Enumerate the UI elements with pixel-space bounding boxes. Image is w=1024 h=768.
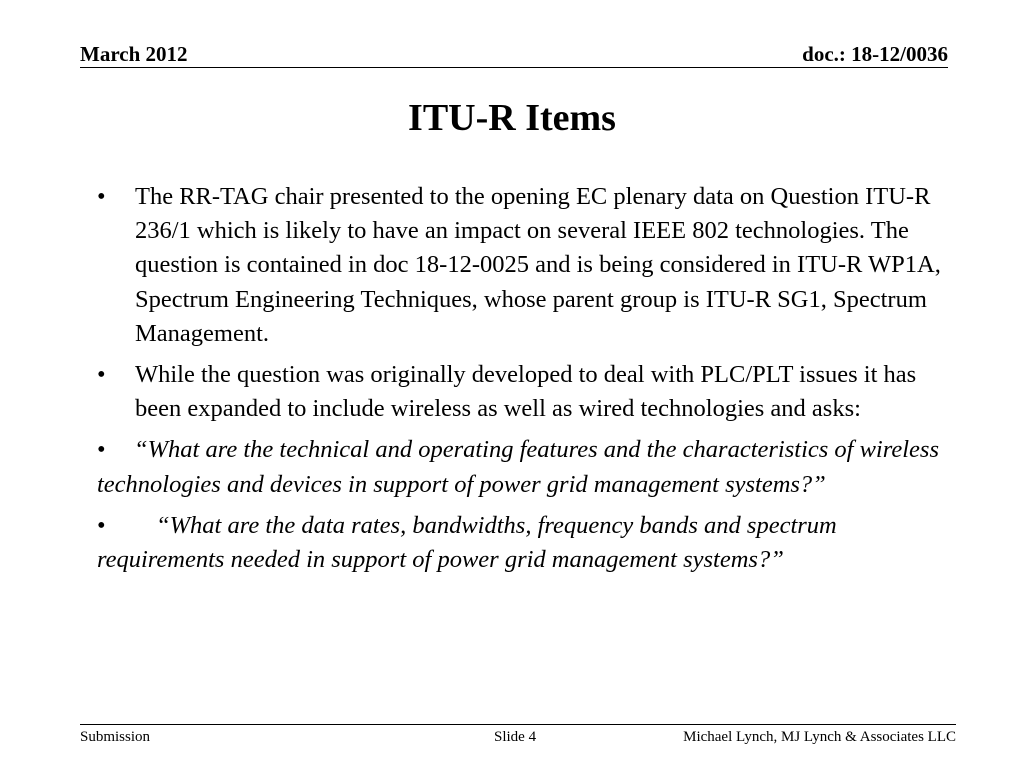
footer-slide-number: Slide 4: [494, 729, 537, 745]
footer-divider: [80, 724, 956, 725]
header-divider: [80, 67, 948, 68]
footer-author: Michael Lynch, MJ Lynch & Associates LLC: [683, 729, 956, 745]
header-date: March 2012: [80, 42, 188, 66]
bullet-text: While the question was originally developed to deal with PLC/PLT issues it has been expanded to include wireless as well as wired technologies and asks:: [135, 361, 917, 423]
slide-body: [97, 180, 957, 584]
quote-item: [97, 509, 957, 577]
bullet-item: [97, 180, 957, 351]
header-doc-number: doc.: 18-12/0036: [802, 42, 948, 66]
bullet-marker: •: [97, 511, 106, 539]
bullet-marker: •: [97, 436, 106, 464]
slide-title: ITU-R Items: [408, 97, 616, 139]
quote-item: [97, 433, 957, 501]
quote-text: “What are the data rates, bandwidths, frequency bands and spectrum requirements needed in support of power grid management systems?”: [97, 511, 837, 574]
bullet-marker: •: [97, 361, 106, 389]
bullet-item: [97, 358, 957, 426]
footer-submission: Submission: [80, 729, 151, 745]
quote-text: “What are the technical and operating features and the characteristics of wireless technologies and devices in support of power grid management systems?”: [97, 436, 939, 498]
bullet-marker: •: [97, 183, 106, 210]
bullet-text: The RR-TAG chair presented to the opening EC plenary data on Question ITU-R 236/1 which is likely to have an impact on several IEEE 802 technologies. The question is contained in doc 18-12-0025 and is being considered in ITU-R WP1A, Spectrum Engineering Techniques, whose parent group is ITU-R SG1, Spectrum Management.: [135, 183, 941, 347]
